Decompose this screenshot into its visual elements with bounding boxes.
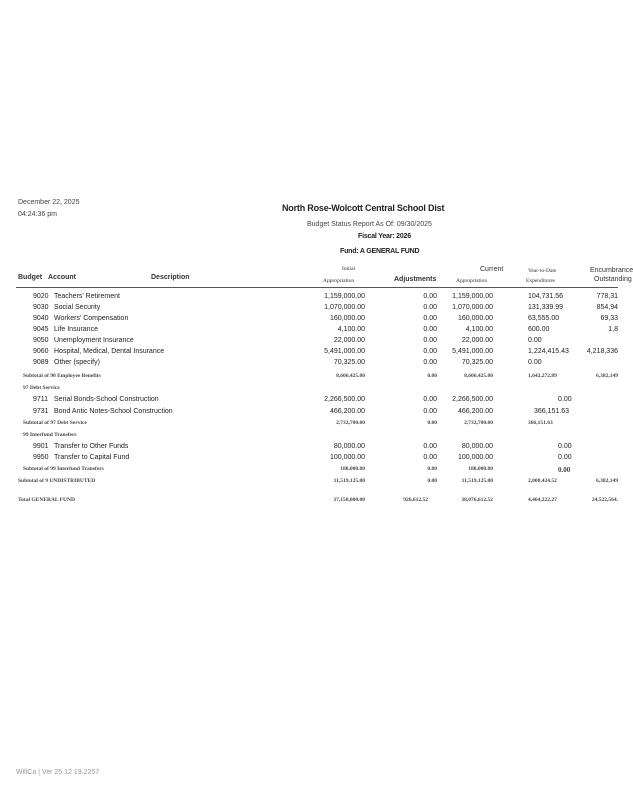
col-expenditures: Expenditures [526, 278, 556, 284]
col-budget: Budget [18, 274, 43, 281]
subtotal-row: Subtotal of 9 UNDISTRIBUTED 11,519,125.00 0.00 11,519,125.00 2,008,424.52 6,382,149 [18, 478, 618, 484]
subtotal-row: Subtotal of 97 Debt Service 2,732,700.00 0.00 2,732,700.00 366,151.63 [23, 420, 553, 426]
col-current: Current [480, 266, 504, 273]
report-time: 04:24:36 pm [18, 211, 57, 218]
section-heading: 99 Interfund Transfers [23, 432, 77, 438]
table-row: 9089 Other (specify) 70,325.00 0.00 70,325.00 0.00 [33, 359, 542, 366]
footer-version: WillCa | Ver 25 12 19.2257 [16, 769, 100, 776]
col-description: Description [151, 274, 190, 281]
table-row: 9030 Social Security 1,070,000.00 0.00 1,070,000.00 131,339.99 854,94 [33, 304, 618, 311]
col-account: Account [48, 274, 76, 281]
col-adjustments: Adjustments [394, 276, 437, 283]
fiscal-year: Fiscal Year: 2026 [358, 233, 411, 240]
table-row: 9045 Life Insurance 4,100.00 0.00 4,100.00 600.00 1,8 [33, 326, 618, 333]
district-name: North Rose-Wolcott Central School Dist [282, 203, 445, 213]
report-title: Budget Status Report As Of: 09/30/2025 [307, 221, 432, 228]
table-row: 9020 Teachers' Retirement 1,159,000.00 0.00 1,159,000.00 104,731.56 778,31 [33, 293, 618, 300]
subtotal-row: Subtotal of 90 Employee Benefits 8,606,425.00 0.00 8,606,425.00 1,642,272.89 6,382,149 [23, 373, 618, 379]
table-row: 9731 Bond Antic Notes-School Construction 466,200.00 0.00 466,200.00 366,151.63 [33, 408, 570, 415]
fund-label: Fund: A GENERAL FUND [340, 248, 420, 255]
table-row: 9060 Hospital, Medical, Dental Insurance 5,491,000.00 0.00 5,491,000.00 1,224,415.43 4,218,336 [33, 348, 618, 355]
col-outstanding: Outstanding [594, 276, 632, 283]
table-row: 9040 Workers' Compensation 160,000.00 0.00 160,000.00 63,555.00 69,33 [33, 315, 618, 322]
header-rule [16, 287, 618, 288]
subtotal-row: Subtotal of 99 Interfund Transfers 180,000.00 0.00 180,000.00 0.00 [23, 466, 571, 474]
section-heading: 97 Debt Service [23, 385, 60, 391]
total-row: Total GENERAL FUND 37,150,000.00 926,612.52 38,076,612.52 4,464,222.27 24,522,564. [18, 497, 618, 503]
col-appropriation: Appropriation [323, 278, 355, 284]
table-row: 9901 Transfer to Other Funds 80,000.00 0.00 80,000.00 0.00 [33, 443, 572, 450]
table-row: 9711 Serial Bonds-School Construction 2,266,500.00 0.00 2,266,500.00 0.00 [33, 396, 572, 403]
table-row: 9050 Unemployment Insurance 22,000.00 0.00 22,000.00 0.00 [33, 337, 542, 344]
col-encumbrance: Encumbrance [590, 267, 633, 274]
table-row: 9950 Transfer to Capital Fund 100,000.00 0.00 100,000.00 0.00 [33, 454, 572, 461]
col-ytd: Year-to-Date [528, 268, 557, 274]
report-date: December 22, 2025 [18, 199, 80, 206]
col-current-appropriation: Appropriation [456, 278, 488, 284]
col-initial: Initial [342, 266, 356, 272]
